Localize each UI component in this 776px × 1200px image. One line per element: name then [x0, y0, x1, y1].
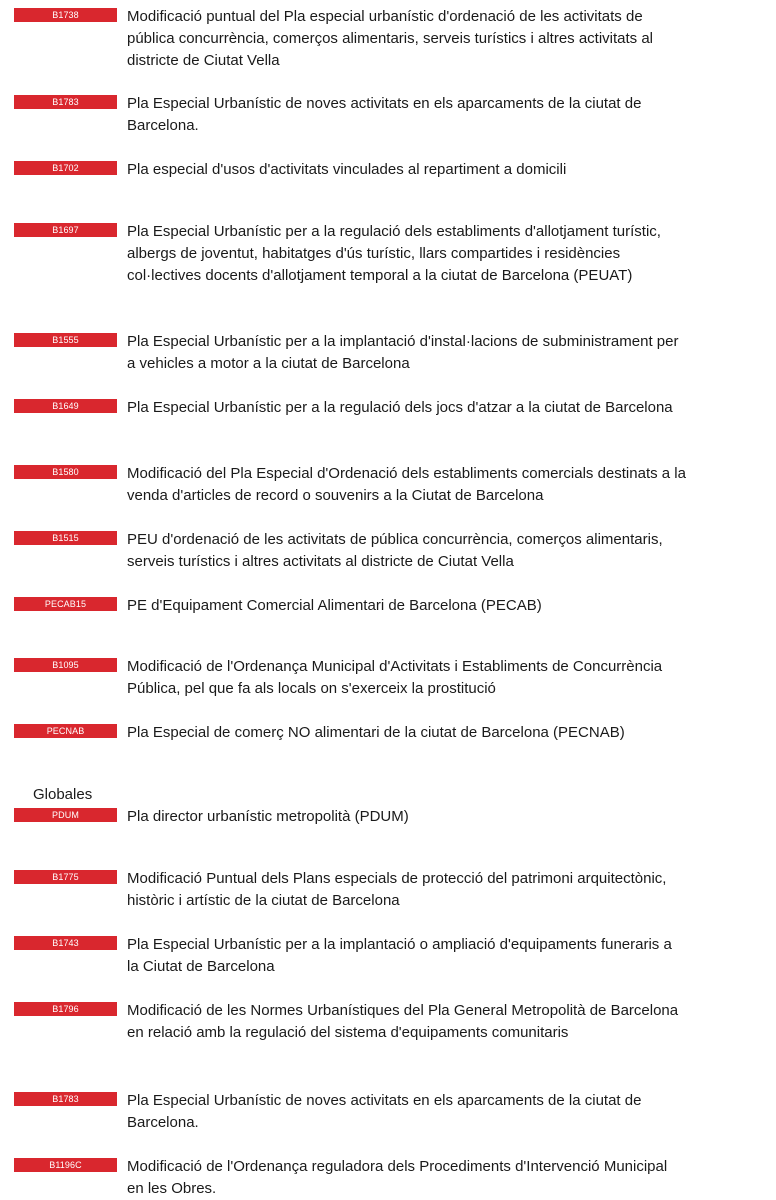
plan-code-badge[interactable]: B1796 — [14, 1002, 117, 1016]
plan-description: Modificació del Pla Especial d'Ordenació dels establiments comercials destinats a la venda d'articles de record o souvenirs a la Ciutat de Barcelona — [127, 465, 686, 504]
plan-code-badge[interactable]: B1783 — [14, 95, 117, 109]
plan-code-badge[interactable]: B1783 — [14, 1092, 117, 1106]
plan-description: Modificació de l'Ordenança reguladora dels Procediments d'Intervenció Municipal en les Obres. — [127, 1158, 668, 1197]
plan-description: Pla Especial Urbanístic per a la regulació dels jocs d'atzar a la ciutat de Barcelona — [127, 399, 673, 416]
plan-code-badge[interactable]: B1702 — [14, 161, 117, 175]
plan-code-badge[interactable]: B1196C — [14, 1158, 117, 1172]
plan-description: PE d'Equipament Comercial Alimentari de Barcelona (PECAB) — [127, 597, 542, 614]
plan-description: Pla Especial de comerç NO alimentari de la ciutat de Barcelona (PECNAB) — [127, 724, 625, 741]
plan-code-badge[interactable]: B1555 — [14, 333, 117, 347]
plan-code-badge[interactable]: B1738 — [14, 8, 117, 22]
plan-code-badge[interactable]: B1095 — [14, 658, 117, 672]
plan-code-badge[interactable]: B1580 — [14, 465, 117, 479]
plan-description: Pla Especial Urbanístic de noves activitats en els aparcaments de la ciutat de Barcelona. — [127, 1092, 642, 1131]
plan-code-badge[interactable]: B1775 — [14, 870, 117, 884]
plan-description: Pla Especial Urbanístic per a la implantació d'instal·lacions de subministrament per a vehicles a motor a la ciutat de Barcelona — [127, 333, 679, 372]
plan-description: Modificació de l'Ordenança Municipal d'Activitats i Establiments de Concurrència Pública, pel que fa als locals on s'exerceix la prostitució — [127, 658, 663, 697]
plan-code-badge[interactable]: B1515 — [14, 531, 117, 545]
plan-description: Modificació Puntual dels Plans especials de protecció del patrimoni arquitectònic, històric i artístic de la ciutat de Barcelona — [127, 870, 667, 909]
plan-code-badge[interactable]: B1697 — [14, 223, 117, 237]
plan-description: Pla Especial Urbanístic per a la implantació o ampliació d'equipaments funeraris a la Ciutat de Barcelona — [127, 936, 672, 975]
plan-description: Pla especial d'usos d'activitats vinculades al repartiment a domicili — [127, 161, 567, 178]
plan-code-badge[interactable]: B1743 — [14, 936, 117, 950]
plan-code-badge[interactable]: PECAB15 — [14, 597, 117, 611]
plan-description: Modificació puntual del Pla especial urbanístic d'ordenació de les activitats de pública concurrència, comerços alimentaris, serveis turístics i altres activitats al districte de Ciutat Vella — [127, 8, 654, 69]
plan-description: Pla Especial Urbanístic de noves activitats en els aparcaments de la ciutat de Barcelona. — [127, 95, 642, 134]
plan-description: Pla director urbanístic metropolità (PDUM) — [127, 808, 409, 825]
section-heading-globales: Globales — [33, 786, 93, 803]
plan-description: PEU d'ordenació de les activitats de pública concurrència, comerços alimentaris, serveis turístics i altres activitats al districte de Ciutat Vella — [127, 531, 663, 570]
plan-description: Pla Especial Urbanístic per a la regulació dels establiments d'allotjament turístic, albergs de joventut, habitatges d'ús turístic, llars compartides i residències col·lectives docents d'allotjament temporal a la ciutat de Barcelona (PEUAT) — [127, 223, 661, 284]
plan-code-badge[interactable]: B1649 — [14, 399, 117, 413]
plan-code-badge[interactable]: PECNAB — [14, 724, 117, 738]
plan-code-badge[interactable]: PDUM — [14, 808, 117, 822]
plan-description: Modificació de les Normes Urbanístiques del Pla General Metropolità de Barcelona en relació amb la regulació del sistema d'equipaments comunitaris — [127, 1002, 679, 1041]
